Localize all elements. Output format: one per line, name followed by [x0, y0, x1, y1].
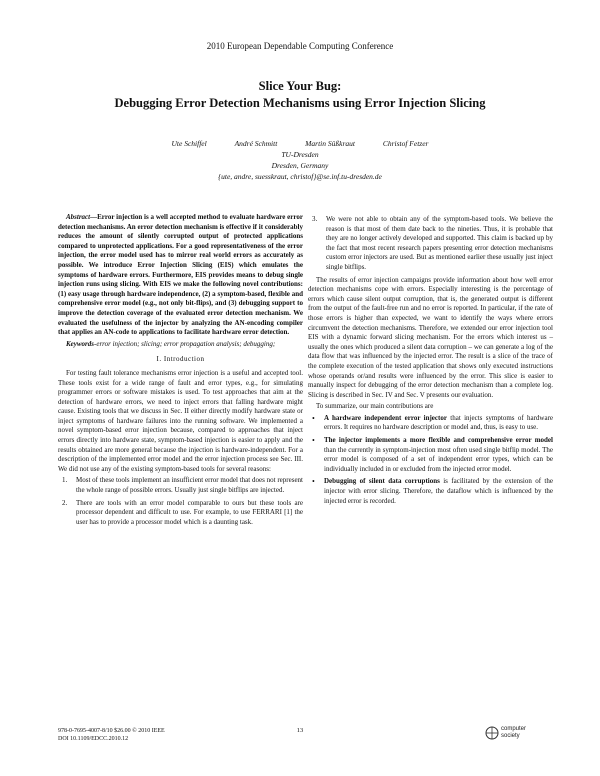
reasons-list-continued: [308, 215, 553, 273]
computer-society-logo: [485, 724, 545, 744]
right-column: [308, 213, 553, 509]
author-name: Martin Süßkraut: [305, 139, 355, 148]
keywords-text: -error injection; slicing; error propagation analysis; debugging;: [94, 339, 276, 348]
list-item: [308, 215, 553, 273]
contribution-text: is facilitated by the extension of the injector with error slicing. Therefore, the dataflow which is influenced by the injected error is recorded.: [324, 477, 553, 505]
bullet-icon: •: [312, 477, 315, 487]
computer-society-icon: [485, 725, 499, 741]
list-item-number: 2.: [62, 498, 68, 507]
logo-text: [501, 726, 526, 740]
contribution-bold: A hardware independent error injector: [324, 413, 447, 422]
list-item-number: 3.: [312, 215, 318, 223]
paper-title: [0, 78, 600, 112]
intro-paragraph-1: For testing fault tolerance mechanisms error injection is a useful and accepted tool. These tools exist for a wide range of fault and error types, e.g., for simulating programmer errors or software mistakes is used. To test approaches that aim at the detection of hardware errors, we need to inject errors that falling hardware might cause. Existing tools that we discuss in Sec. II either directly modify hardware state or inject symptoms of hardware failures into the running software. We implemented a novel symptom-based error injection because, compared to approaches that inject errors directly into hardware state, symptom-based injection is easier to apply and the results obtained are more general because the injection is hardware-independent. For a description of the implemented error model and the error injection process see Sec. III. We did not use any of the existing symptom-based tools for several reasons:: [58, 368, 303, 473]
conference-header: 2010 European Dependable Computing Conference: [206, 41, 394, 51]
keywords: [58, 340, 303, 350]
contribution-bold: The injector implements a more flexible and comprehensive error model: [324, 436, 553, 445]
author-names: [0, 138, 600, 149]
list-item-text: Most of these tools implement an insufficient error model that does not represent the whole range of possible errors. Usually just single bitflips are injected.: [76, 476, 303, 495]
page-number: 13: [296, 727, 304, 734]
contribution-text: that injects symptoms of hardware errors. It requires no hardware description or model and, thus, is easy to use.: [324, 413, 554, 432]
abstract-text: —Error injection is a well accepted method to evaluate hardware error detection mechanisms. An error detection mechanism is effective if it considerably reduces the amount of silently corrupted output of protected applications compared to unprotected applications. For a good representativeness of the error injection, the error model used has to mirror real world errors as accurately as possible. We introduce Error Injection Slicing (EIS) which emulates the symptoms of hardware errors. Furthermore, EIS provides means to debug single injection runs using slicing. With EIS we make the following novel contributions: (1) easy usage through hardware independence, (2) a symptom-based, flexible and comprehensive error model (e.g., not only bit-flips), and (3) debugging support to improve the detection coverage of the evaluated error detection mechanism. We evaluated the usefulness of the injector by analyzing the AN-encoding compiler that applies an AN-code to applications to facilitate hardware error detection.: [58, 213, 303, 337]
left-column: [58, 213, 303, 530]
title-line-2: Debugging Error Detection Mechanisms using Error Injection Slicing: [114, 96, 486, 110]
bullet-icon: •: [312, 436, 315, 446]
contributions-intro: To summarize, our main contributions are: [316, 402, 434, 411]
author-name: Christof Fetzer: [382, 139, 429, 148]
list-item: [58, 499, 303, 528]
list-item: [308, 436, 553, 474]
footer-doi: DOI 10.1109/EDCC.2010.12: [58, 736, 129, 742]
abstract-lead: Abstract: [66, 213, 91, 221]
list-item: [308, 477, 553, 506]
list-item-text: We were not able to obtain any of the symptom-based tools. We believe the reason is that most of them date back to the nineties. Thus, it is probable that they are no longer actively developed and supported. This claim is backed up by the fact that most recent research papers presenting error detection mechanisms custom error injectors are used. But as mentioned earlier these usually just inject single bitflips.: [326, 215, 553, 271]
author-location: Dresden, Germany: [271, 161, 329, 170]
logo-line-1: computer: [501, 726, 527, 732]
contribution-bold: Debugging of silent data corruptions: [324, 477, 440, 486]
contribution-text: than the currently in symptom-injection most often used single bitflip model. The error model is composed of a set of independent error types, which can be individually included in or excluded from the injected error model.: [324, 445, 553, 473]
abstract: [58, 213, 303, 338]
intro-paragraph-2: The results of error injection campaigns provide information about how well error detection mechanisms cope with errors. Especially interesting is the percentage of errors which cause silent output corruption, that is, the generated output is different from the output of the fault-free run and no error is reported. In particular, if the rate of those errors is higher than expected, we want to identify the ways where errors circumvent the detection mechanisms. Therefore, we extended our error injection tool EIS with a dynamic forward slicing mechanism. For the errors which interest us – usually the ones which produced a silent data corruption – we can generate a log of the data flow that was influenced by the injected error. The result is a slice of the trace of the complete execution of the tested application that shows only executed instructions whose operands or/and results were influenced by the error. This slice is easier to manually inspect for debugging of the error detection mechanism than a complete log. Slicing is described in Sec. IV and Sec. V presents our evaluation.: [308, 275, 553, 399]
footer-isbn: 978-0-7695-4007-8/10 $26.00 © 2010 IEEE: [58, 728, 165, 734]
author-email: {ute, andre, suesskraut, christof}@se.inf.tu-dresden.de: [218, 172, 382, 181]
author-name: Ute Schiffel: [171, 139, 207, 148]
list-item-number: 1.: [62, 476, 68, 485]
contributions-list: [308, 414, 553, 506]
reasons-list: [58, 476, 303, 527]
author-block: [0, 138, 600, 182]
author-affiliation: TU-Dresden: [281, 150, 319, 159]
logo-line-2: society: [501, 733, 520, 739]
list-item: [308, 414, 553, 433]
list-item-text: There are tools with an error model comparable to ours but these tools are processor dependent and difficult to use. For example, to use FERRARI [1] the user has to provide a processor model which is a daunting task.: [76, 498, 303, 526]
section-heading-introduction: I. Introduction: [156, 355, 205, 364]
title-line-1: Slice Your Bug:: [258, 79, 342, 93]
list-item: [58, 476, 303, 495]
author-name: André Schmitt: [234, 139, 278, 148]
keywords-lead: Keywords: [66, 339, 94, 348]
bullet-icon: •: [312, 413, 315, 423]
